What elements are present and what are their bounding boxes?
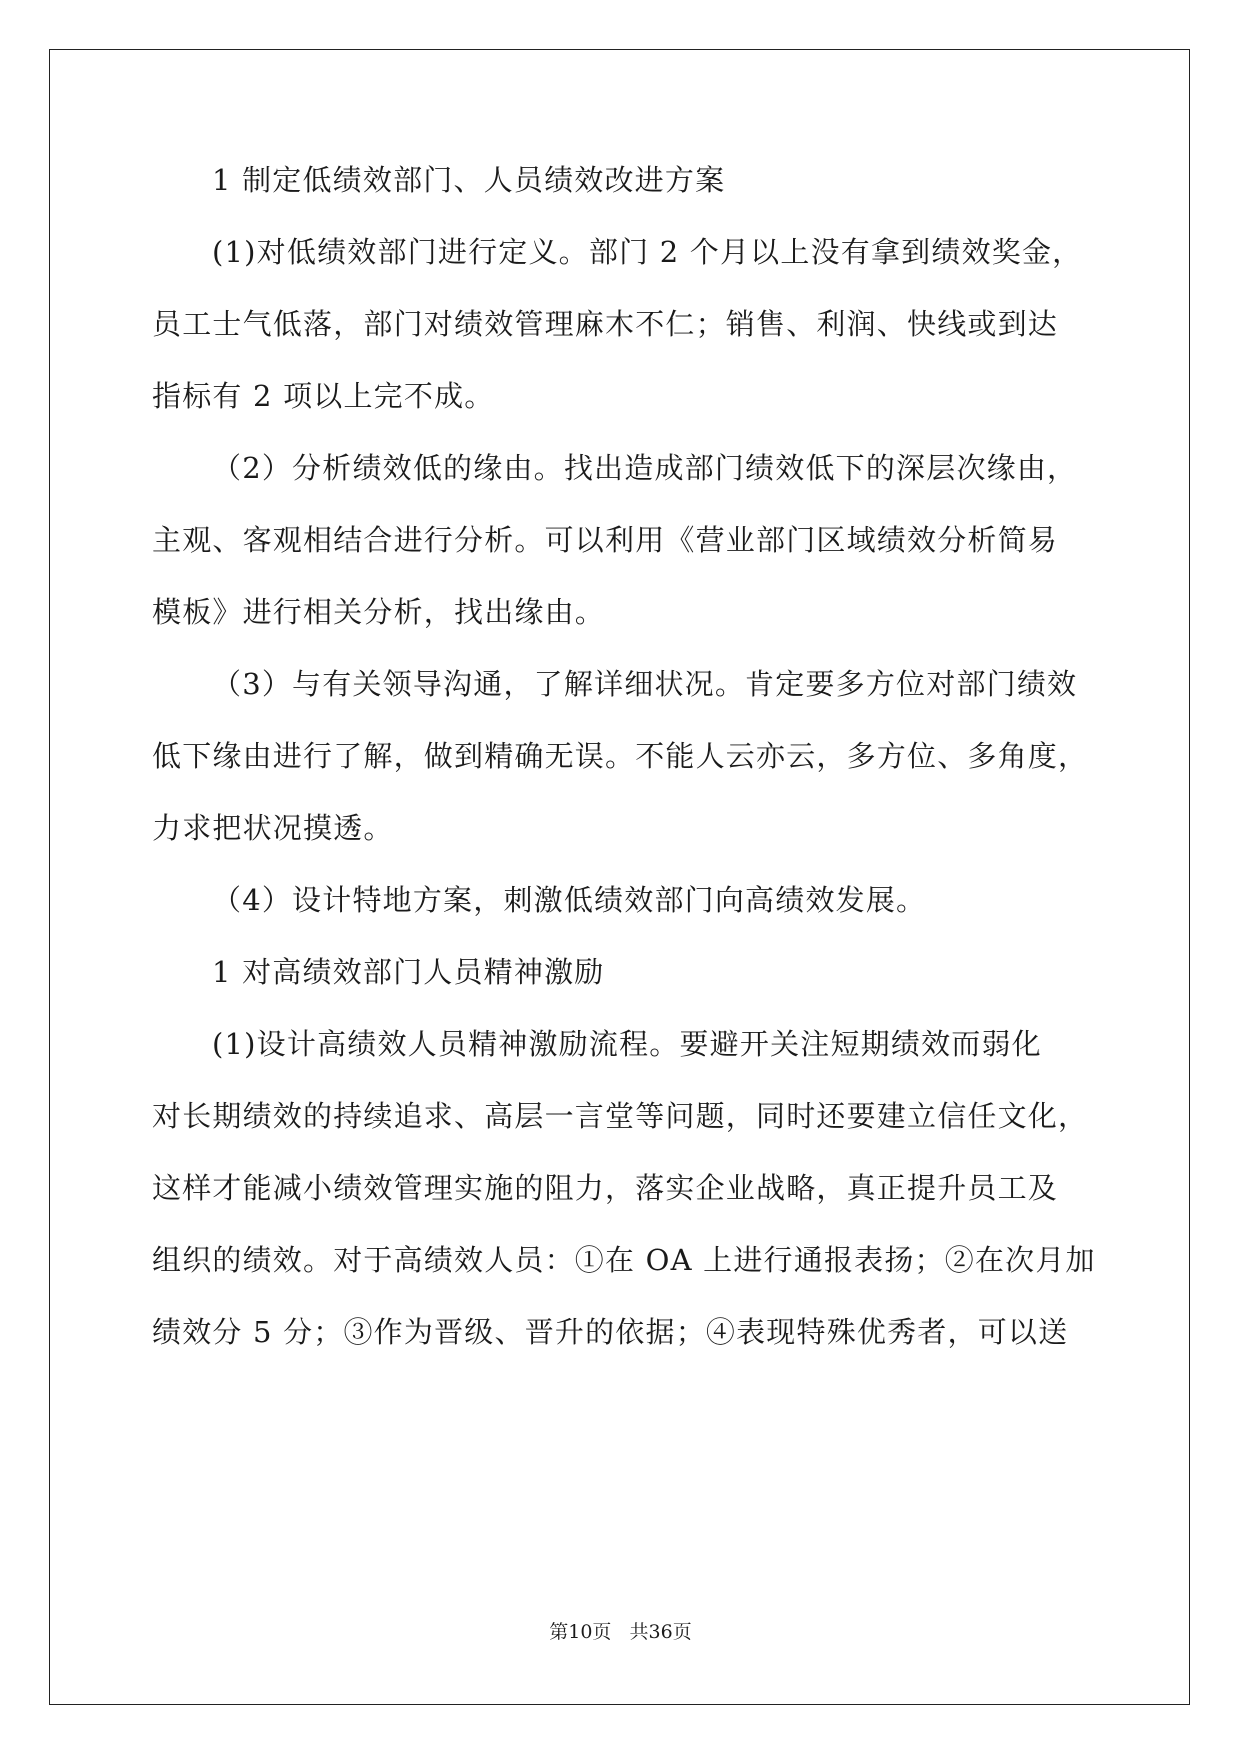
section-heading: 1 制定低绩效部门、人员绩效改进方案 <box>212 163 726 197</box>
paragraph-line: 模板》进行相关分析，找出缘由。 <box>152 595 606 629</box>
section-heading: 1 对高绩效部门人员精神激励 <box>212 955 605 989</box>
paragraph-line: 低下缘由进行了解，做到精确无误。不能人云亦云，多方位、多角度， <box>152 739 1089 773</box>
paragraph-line: （3）与有关领导沟通，了解详细状况。肯定要多方位对部门绩效 <box>212 667 1078 701</box>
paragraph-line: 指标有 2 项以上完不成。 <box>152 379 495 413</box>
paragraph-line: 对长期绩效的持续追求、高层一言堂等问题，同时还要建立信任文化， <box>152 1099 1089 1133</box>
document-body <box>152 162 1096 1350</box>
paragraph-line: 主观、客观相结合进行分析。可以利用《营业部门区域绩效分析简易 <box>152 523 1059 557</box>
paragraph-line: (1)对低绩效部门进行定义。部门 2 个月以上没有拿到绩效奖金， <box>212 235 1083 269</box>
paragraph-line: 这样才能减小绩效管理实施的阻力，落实企业战略，真正提升员工及 <box>152 1171 1059 1205</box>
paragraph-line: （2）分析绩效低的缘由。找出造成部门绩效低下的深层次缘由， <box>212 451 1078 485</box>
paragraph-line: （4）设计特地方案，刺激低绩效部门向高绩效发展。 <box>212 883 927 917</box>
paragraph-line: 组织的绩效。对于高绩效人员：①在 OA 上进行通报表扬；②在次月加 <box>152 1243 1096 1277</box>
paragraph-line: 力求把状况摸透。 <box>152 811 394 845</box>
paragraph-line: (1)设计高绩效人员精神激励流程。要避开关注短期绩效而弱化 <box>212 1027 1042 1061</box>
page-number-footer: 第10页 共36页 <box>549 1621 692 1643</box>
paragraph-line: 员工士气低落，部门对绩效管理麻木不仁；销售、利润、快线或到达 <box>152 307 1059 341</box>
paragraph-line: 绩效分 5 分；③作为晋级、晋升的依据；④表现特殊优秀者，可以送 <box>152 1315 1069 1349</box>
